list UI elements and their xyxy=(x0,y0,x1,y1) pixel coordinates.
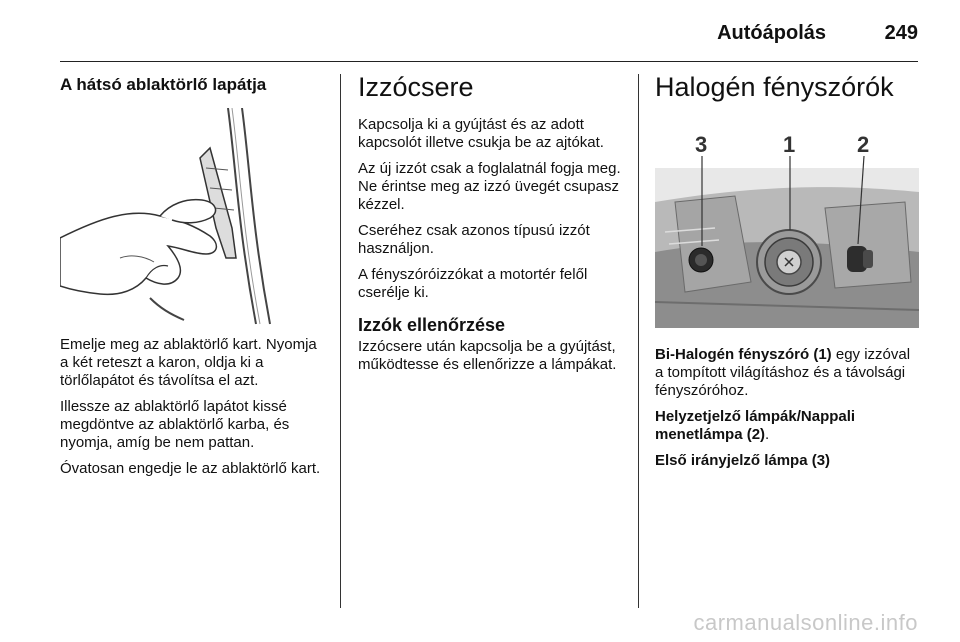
wiper-paragraph-1: Emelje meg az ablaktörlő kart. Nyomja a két reteszt a karon, oldja ki a törlőlapátot és távolítsa el azt. xyxy=(60,336,317,389)
page-header xyxy=(60,18,918,62)
wiper-paragraph-2: Illessze az ablaktörlő lapátot kissé megdöntve az ablaktörlő karba, és nyomja, amíg be nem pattan. xyxy=(60,398,290,451)
halogen-heading: Halogén fényszórók xyxy=(655,72,894,102)
halogen-item-1-label: Bi-Halogén fényszóró (1) xyxy=(655,346,832,363)
headlamp-illustration xyxy=(655,132,919,328)
column-wiper xyxy=(60,74,328,478)
halogen-item-2 xyxy=(655,408,921,444)
bulb-paragraph-2: Az új izzót csak a foglalatnál fogja meg. Ne érintse meg az izzó üvegét csupasz kézzel. xyxy=(358,160,621,213)
halogen-item-1-text: egy izzóval a tompított világításhoz és a távolsági fényszóróhoz. xyxy=(655,346,911,399)
bulb-heading: Izzócsere xyxy=(358,72,474,102)
column-divider-2 xyxy=(638,74,639,608)
column-bulb-replacement xyxy=(358,74,624,374)
bulb-paragraph-1: Kapcsolja ki a gyújtást és az adott kapcsolót illetve csukja be az ajtókat. xyxy=(358,116,604,151)
column-divider-1 xyxy=(340,74,341,608)
callout-2: 2 xyxy=(857,132,870,157)
section-title: Autóápolás xyxy=(717,22,826,44)
bulb-check-paragraph: Izzócsere után kapcsolja be a gyújtást, működtesse és ellenőrizze a lámpákat. xyxy=(358,338,617,373)
halogen-item-2-label: Helyzetjelző lámpák/Nappali menetlámpa (2) xyxy=(655,408,856,443)
halogen-item-2-text: . xyxy=(765,426,770,443)
callout-3: 3 xyxy=(695,132,708,157)
column-halogen xyxy=(655,74,921,470)
callout-1: 1 xyxy=(783,132,796,157)
wiper-paragraph-3: Óvatosan engedje le az ablaktörlő kart. xyxy=(60,460,321,477)
halogen-item-1 xyxy=(655,346,921,400)
wiper-blade-illustration xyxy=(60,108,328,328)
bulb-paragraph-3: Cseréhez csak azonos típusú izzót használjon. xyxy=(358,222,590,257)
wiper-heading: A hátsó ablaktörlő lapátja xyxy=(60,75,267,94)
bulb-paragraph-4: A fényszóróizzókat a motortér felől cserélje ki. xyxy=(358,266,588,301)
bulb-check-heading: Izzók ellenőrzése xyxy=(358,315,506,335)
page-number: 249 xyxy=(884,22,918,44)
halogen-item-3: Első irányjelző lámpa (3) xyxy=(655,452,831,469)
watermark: carmanualsonline.info xyxy=(693,610,918,635)
